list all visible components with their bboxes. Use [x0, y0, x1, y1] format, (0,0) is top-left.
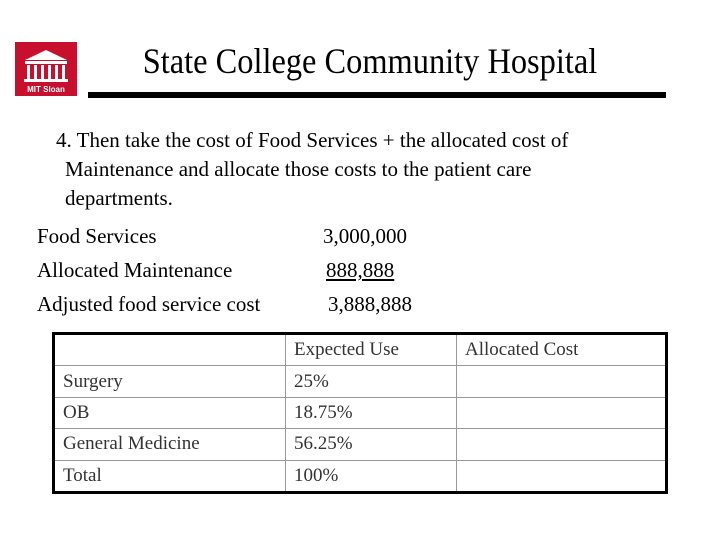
table-cell: 25% — [286, 366, 457, 397]
table-header-cell: Expected Use — [286, 334, 457, 366]
allocation-table — [52, 332, 668, 494]
cost-value-allocated-maintenance: 888,888 — [326, 258, 395, 282]
step-line-2: Maintenance and allocate those costs to the patient care — [65, 157, 532, 181]
logo-text: MIT Sloan — [27, 85, 65, 94]
table-row — [54, 429, 667, 460]
table-header-cell: Allocated Cost — [457, 334, 667, 366]
table-row — [54, 366, 667, 397]
table-row — [54, 397, 667, 428]
cost-label-food-services: Food Services — [37, 224, 157, 248]
table-cell: 100% — [286, 460, 457, 492]
step-instruction — [56, 126, 676, 213]
table-cell — [457, 429, 667, 460]
table-cell: Surgery — [54, 366, 286, 397]
step-line-1: 4. Then take the cost of Food Services + the allocated cost of — [56, 128, 569, 152]
cost-value-adjusted-food-service: 3,888,888 — [328, 292, 412, 316]
table-header-row — [54, 334, 667, 366]
table-cell: General Medicine — [54, 429, 286, 460]
table-row — [54, 460, 667, 492]
table-cell: OB — [54, 397, 286, 428]
table-cell — [457, 460, 667, 492]
title-rule — [88, 92, 666, 98]
slide-title: State College Community Hospital — [142, 41, 598, 81]
table-cell: Total — [54, 460, 286, 492]
table-cell — [457, 397, 667, 428]
table-cell: 56.25% — [286, 429, 457, 460]
table-cell: 18.75% — [286, 397, 457, 428]
table-cell — [457, 366, 667, 397]
cost-value-food-services: 3,000,000 — [323, 224, 407, 248]
cost-label-adjusted-food-service: Adjusted food service cost — [37, 292, 261, 316]
mit-sloan-logo — [15, 42, 77, 96]
step-line-3: departments. — [65, 186, 173, 210]
cost-label-allocated-maintenance: Allocated Maintenance — [37, 258, 233, 282]
table-header-cell — [54, 334, 286, 366]
